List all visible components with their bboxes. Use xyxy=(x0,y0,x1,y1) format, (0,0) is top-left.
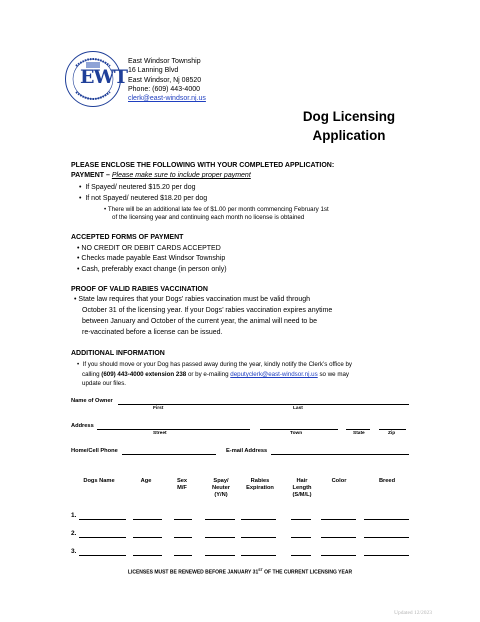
town-field[interactable] xyxy=(260,429,338,430)
state-caption: State xyxy=(353,431,365,436)
street-field[interactable] xyxy=(97,429,250,430)
owner-name-field[interactable] xyxy=(118,404,409,405)
row-number: 3. xyxy=(71,548,77,555)
dog-row-3-field-8[interactable] xyxy=(364,555,409,556)
deputy-clerk-email-link[interactable]: deputyclerk@east-windsor.nj.us xyxy=(230,371,318,378)
payment-forms-heading: ACCEPTED FORMS OF PAYMENT xyxy=(71,234,184,241)
email-label: E-mail Address xyxy=(226,448,268,454)
payment-form-item: • Cash, preferably exact change (in person only) xyxy=(77,266,227,273)
phone-field[interactable] xyxy=(122,454,216,455)
col-dogs-name: Dogs Name xyxy=(83,478,115,484)
payment-line xyxy=(71,172,251,179)
phone-label: Home/Cell Phone xyxy=(71,448,118,454)
dog-row-3-field-1[interactable] xyxy=(79,555,126,556)
state-field[interactable] xyxy=(346,429,370,430)
dog-row-2-field-1[interactable] xyxy=(79,537,126,538)
org-name: East Windsor Township xyxy=(128,58,201,65)
dog-row-1-field-3[interactable] xyxy=(174,519,192,520)
clerk-phone-extension: (609) 443-4000 extension 238 xyxy=(101,371,187,378)
dog-row-1-field-5[interactable] xyxy=(241,519,276,520)
org-city: East Windsor, Nj 08520 xyxy=(128,76,202,84)
rabies-line-3: between January and October of the current year, the animal will need to be xyxy=(82,318,318,325)
address-block xyxy=(128,57,206,103)
row-number: 2. xyxy=(71,530,77,537)
col-age: Age xyxy=(140,478,152,484)
additional-line-1: • If you should move or your Dog has passed away during the year, kindly notify the Clerk’s office by xyxy=(77,361,353,368)
dog-row-1-field-2[interactable] xyxy=(133,519,162,520)
col-breed: Breed xyxy=(378,478,396,484)
dog-row-1-field-7[interactable] xyxy=(321,519,356,520)
owner-name-label: Name of Owner xyxy=(71,398,113,404)
page-title xyxy=(293,107,405,145)
dog-row-3-field-2[interactable] xyxy=(133,555,162,556)
clerk-email-link[interactable]: clerk@east-windsor.nj.us xyxy=(128,95,206,103)
dog-row-3-field-7[interactable] xyxy=(321,555,356,556)
dog-row-2-field-6[interactable] xyxy=(291,537,311,538)
org-phone: Phone: (609) 443-4000 xyxy=(128,85,200,93)
dog-row-2-field-8[interactable] xyxy=(364,537,409,538)
additional-line-3: update our files. xyxy=(82,380,127,387)
additional-heading: ADDITIONAL INFORMATION xyxy=(71,350,165,357)
late-fee-line-2: of the licensing year and continuing each month no license is obtained xyxy=(112,214,305,221)
not-spayed-fee: • If not Spayed/ neutered $18.20 per dog xyxy=(79,195,208,202)
street-caption: Street xyxy=(153,431,167,436)
dog-row-3-field-3[interactable] xyxy=(174,555,192,556)
col-rabies-expiration: Rabies Expiration xyxy=(246,478,274,491)
last-name-caption: Last xyxy=(293,406,303,411)
row-number: 1. xyxy=(71,512,77,519)
payment-form-item: • NO CREDIT OR DEBIT CARDS ACCEPTED xyxy=(77,245,221,252)
additional-line-2: calling (609) 443-4000 extension 238 or by e-mailing deputyclerk@east-windsor.nj.us so we may xyxy=(82,371,350,378)
dog-row-1-field-6[interactable] xyxy=(291,519,311,520)
rabies-line-4: re-vaccinated before a license can be issued. xyxy=(82,329,223,336)
spayed-fee: • If Spayed/ neutered $15.20 per dog xyxy=(79,184,196,191)
payment-note: Please make sure to include proper payment xyxy=(111,172,251,179)
dog-row-2-field-4[interactable] xyxy=(205,537,235,538)
dog-row-2-field-3[interactable] xyxy=(174,537,192,538)
dog-row-1-field-1[interactable] xyxy=(79,519,126,520)
address-label: Address xyxy=(71,423,94,429)
updated-date: Updated 12/2023 xyxy=(394,610,433,616)
dog-row-3-field-6[interactable] xyxy=(291,555,311,556)
dog-row-2-field-7[interactable] xyxy=(321,537,356,538)
rabies-line-2: October 31 of the licensing year. If your Dogs’ rabies vaccination expires anytime xyxy=(82,307,333,314)
col-sex: Sex M/F xyxy=(176,478,188,491)
col-color: Color xyxy=(331,478,347,484)
town-caption: Town xyxy=(290,431,303,436)
title-line-2: Application xyxy=(312,128,386,143)
org-street: 16 Lanning Blvd xyxy=(128,67,179,75)
title-line-1: Dog Licensing xyxy=(302,109,396,124)
email-field[interactable] xyxy=(271,454,409,455)
dog-row-2-field-2[interactable] xyxy=(133,537,162,538)
dog-row-1-field-4[interactable] xyxy=(205,519,235,520)
rabies-line-1: • State law requires that your Dogs’ rabies vaccination must be valid through xyxy=(74,296,311,303)
dog-row-3-field-5[interactable] xyxy=(241,555,276,556)
dog-row-2-field-5[interactable] xyxy=(241,537,276,538)
renewal-notice: LICENSES MUST BE RENEWED BEFORE JANUARY 31ST OF THE CURRENT LICENSING YEAR xyxy=(127,568,353,576)
col-hair-length: Hair Length (S/M/L) xyxy=(292,478,312,498)
rabies-heading: PROOF OF VALID RABIES VACCINATION xyxy=(71,286,208,293)
logo-initials: EWT xyxy=(80,66,127,88)
payment-label: PAYMENT – xyxy=(71,172,112,179)
dog-row-1-field-8[interactable] xyxy=(364,519,409,520)
dog-row-3-field-4[interactable] xyxy=(205,555,235,556)
payment-form-item: • Checks made payable East Windsor Township xyxy=(77,255,226,262)
first-name-caption: First xyxy=(153,406,164,411)
zip-field[interactable] xyxy=(379,429,406,430)
zip-caption: Zip xyxy=(388,431,396,436)
late-fee-line-1: • There will be an additional late fee of $1.00 per month commencing February 1st xyxy=(104,206,329,213)
col-spay-neuter: Spay/ Neuter (Y/N) xyxy=(211,478,230,498)
enclose-heading: PLEASE ENCLOSE THE FOLLOWING WITH YOUR COMPLETED APPLICATION: xyxy=(71,162,335,169)
